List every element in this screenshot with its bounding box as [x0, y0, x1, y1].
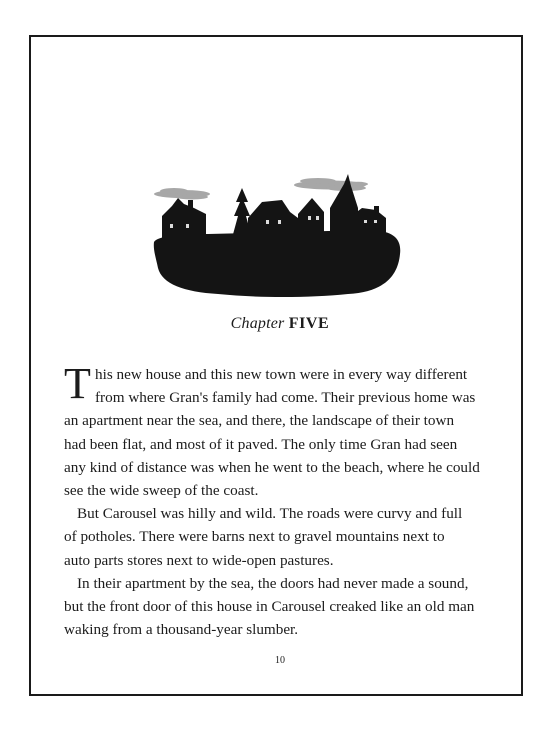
body-text — [64, 359, 494, 641]
paragraph-line: In their apartment by the sea, the doors had never made a sound, — [77, 574, 469, 592]
chapter-label: Chapter — [230, 315, 285, 332]
paragraph-line: of potholes. There were barns next to gravel mountains next to — [64, 528, 445, 546]
paragraph-line: had been flat, and most of it paved. The only time Gran had seen — [64, 435, 458, 453]
paragraph-line: any kind of distance was when he went to the beach, where he could — [64, 458, 480, 476]
chapter-heading — [0, 315, 560, 333]
paragraph-line: But Carousel was hilly and wild. The roads were curvy and full — [77, 505, 463, 523]
paragraph-line: auto parts stores next to wide-open pastures. — [64, 551, 334, 569]
page-number: 10 — [275, 655, 285, 666]
paragraph-line: but the front door of this house in Carousel creaked like an old man — [64, 598, 475, 616]
paragraph-line: waking from a thousand-year slumber. — [64, 621, 299, 639]
paragraph-line: an apartment near the sea, and there, the landscape of their town — [64, 412, 455, 430]
chapter-number: FIVE — [288, 315, 330, 332]
paragraph-line: from where Gran's family had come. Their previous home was — [95, 389, 476, 407]
cloud-right-icon — [294, 178, 368, 191]
paragraph-line: see the wide sweep of the coast. — [64, 482, 259, 500]
town-silhouette-illustration — [148, 168, 410, 304]
drop-cap: T — [64, 359, 91, 408]
paragraph-line: his new house and this new town were in every way different — [95, 366, 468, 383]
cloud-left-icon — [154, 188, 210, 200]
